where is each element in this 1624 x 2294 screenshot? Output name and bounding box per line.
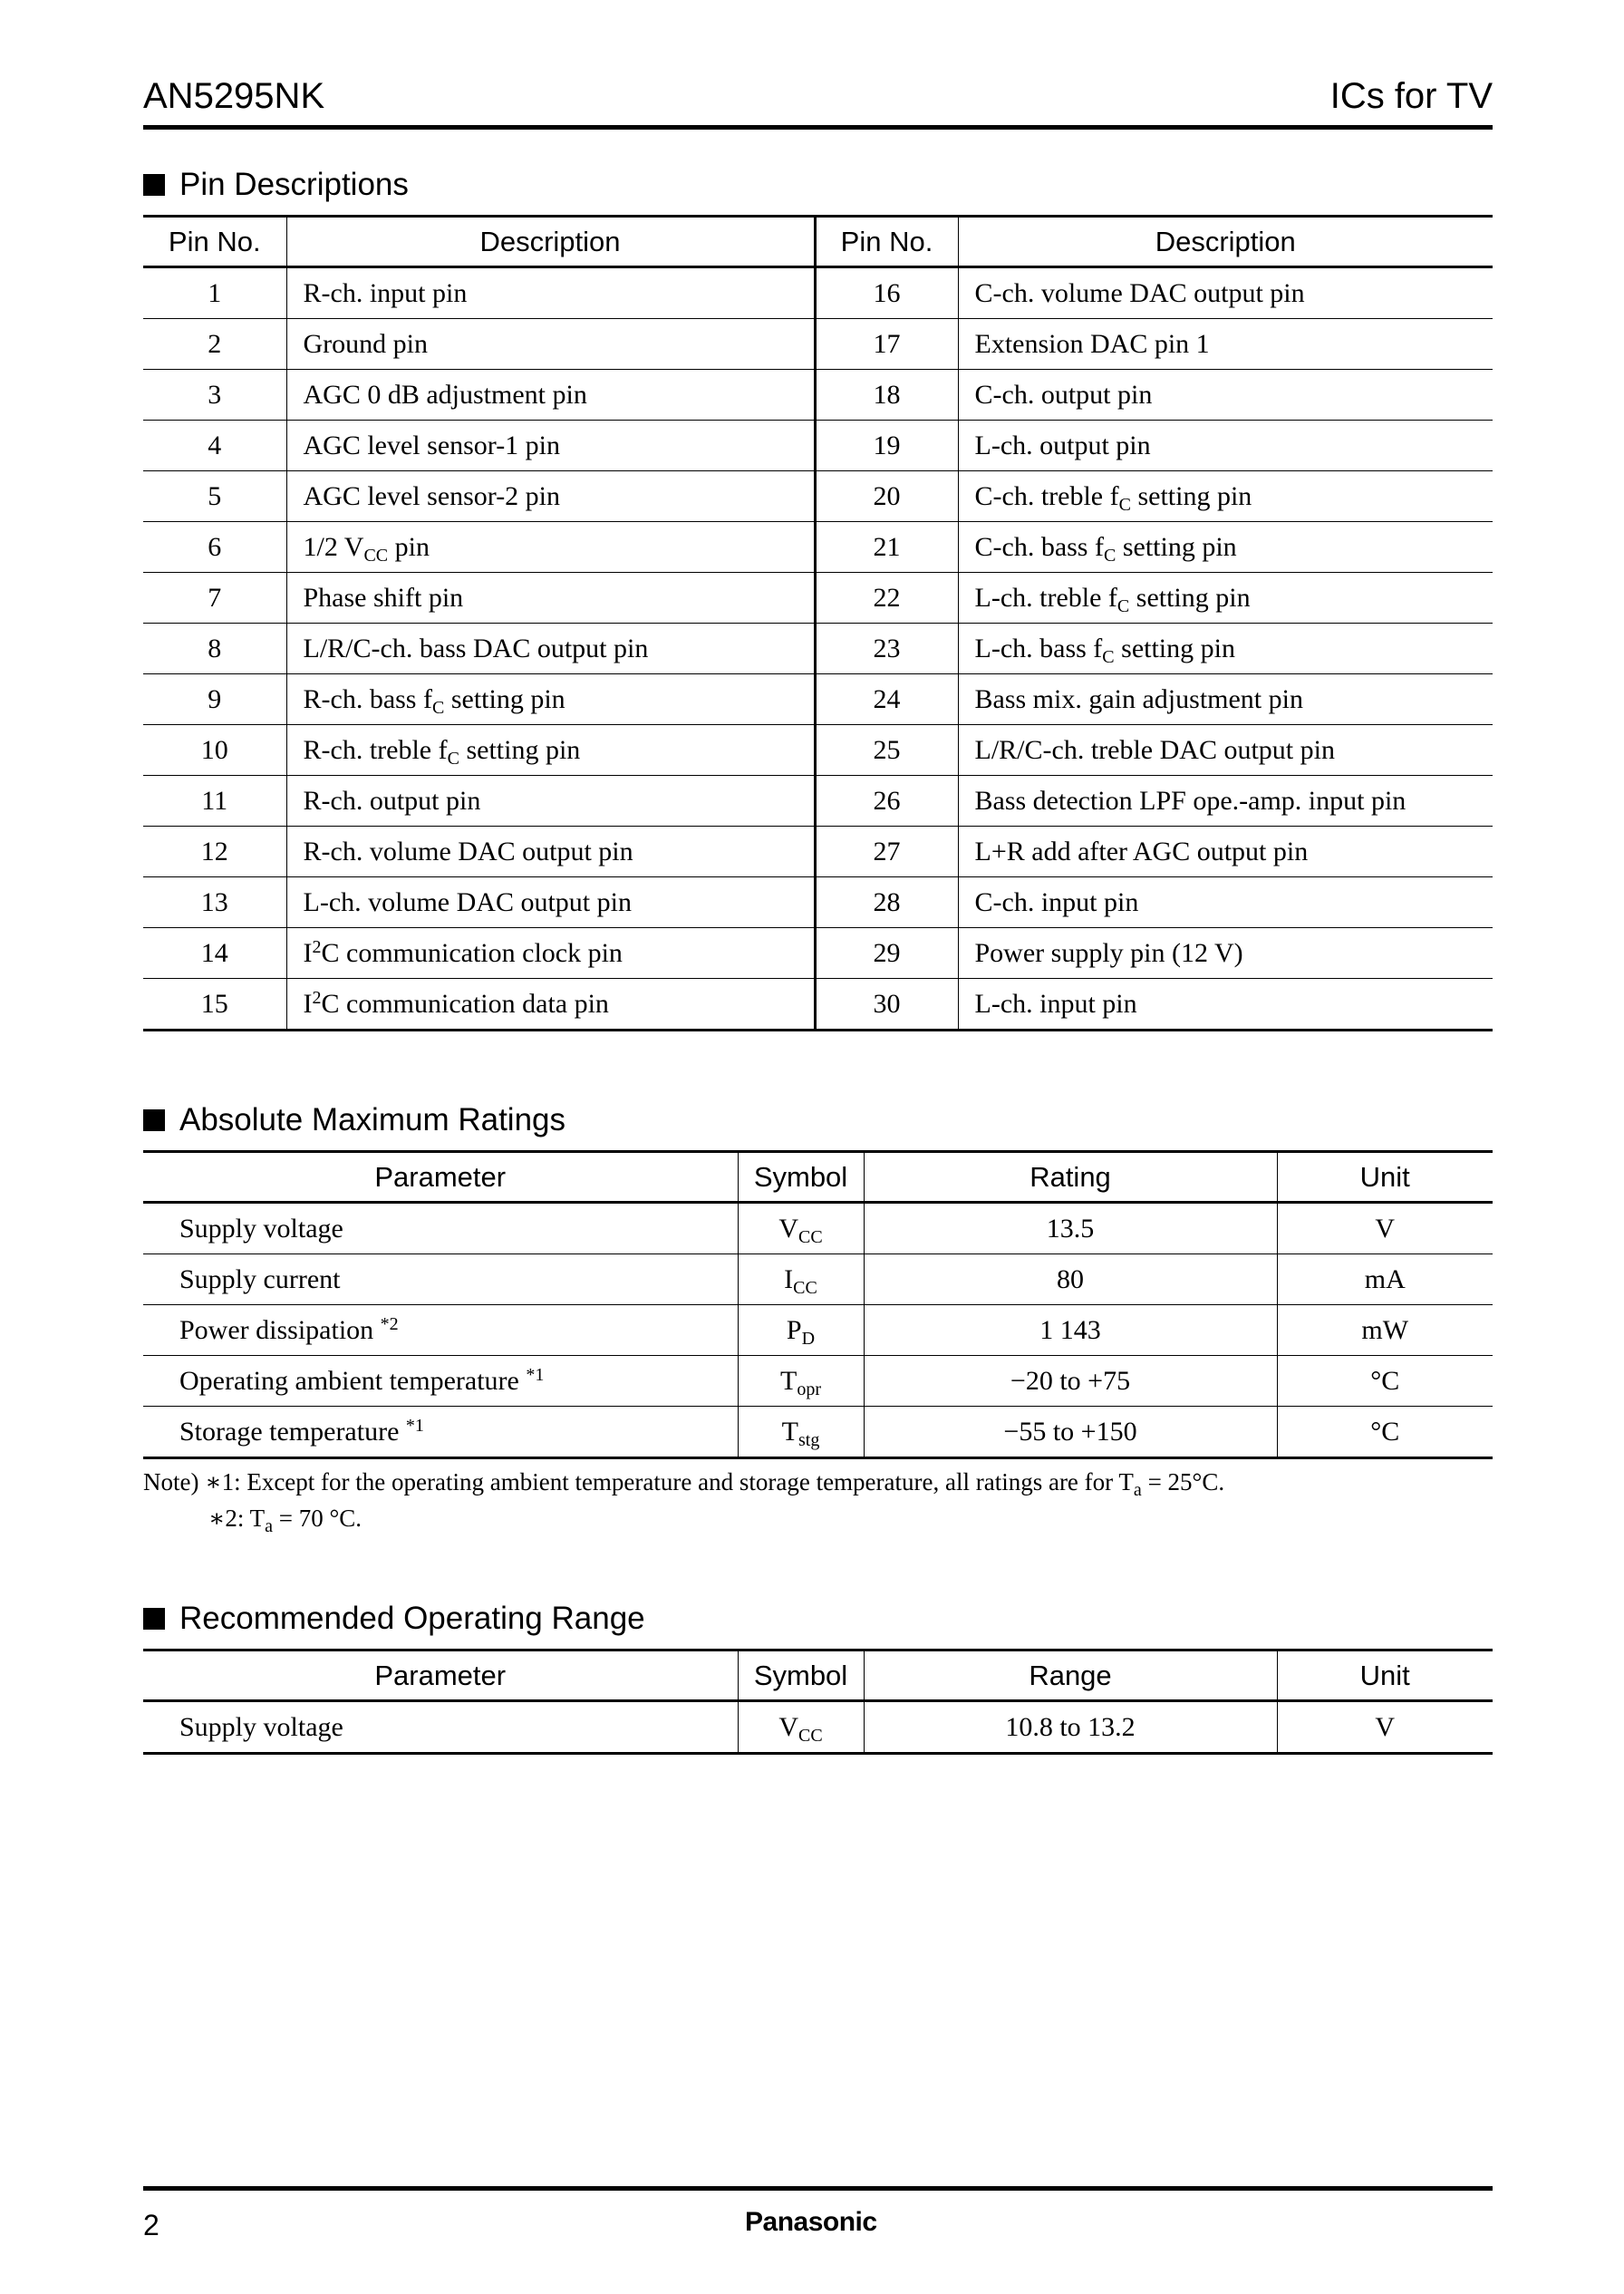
model-number: AN5295NK <box>143 76 325 116</box>
value-cell: −55 to +150 <box>864 1407 1277 1458</box>
pin-number: 1 <box>143 267 286 319</box>
pin-descriptions-table <box>143 215 1493 1031</box>
symbol-letter: I <box>784 1263 794 1294</box>
header-rule <box>143 125 1493 130</box>
pin-description: L/R/C-ch. bass DAC output pin <box>286 624 815 674</box>
symbol-subscript: stg <box>798 1429 820 1450</box>
symbol-cell <box>738 1407 864 1458</box>
pin-number: 22 <box>815 573 958 624</box>
pin-number: 6 <box>143 522 286 573</box>
pin-number: 28 <box>815 877 958 928</box>
unit-cell: mW <box>1277 1305 1493 1356</box>
unit-cell: °C <box>1277 1407 1493 1458</box>
table-row <box>143 370 1493 421</box>
parameter-name: Power dissipation <box>179 1314 374 1345</box>
table-header-row <box>143 1650 1493 1701</box>
symbol-cell <box>738 1701 864 1754</box>
ratings-note-2: ∗2: $T_a = 70$ °C. <box>208 1505 362 1536</box>
table-row <box>143 827 1493 877</box>
unit-cell: mA <box>1277 1254 1493 1305</box>
pin-description: R-ch. output pin <box>286 776 815 827</box>
pin-description: R-ch. volume DAC output pin <box>286 827 815 877</box>
table-row <box>143 979 1493 1031</box>
pin-number: 12 <box>143 827 286 877</box>
page-number: 2 <box>143 2209 160 2241</box>
panasonic-logo: Panasonic <box>745 2207 877 2237</box>
pin-description: L-ch. input pin <box>958 979 1493 1031</box>
pin-description: AGC 0 dB adjustment pin <box>286 370 815 421</box>
pin-description: C-ch. bass $f_C$ setting pin <box>958 522 1493 573</box>
parameter-cell <box>143 1701 738 1754</box>
parameter-cell <box>143 1305 738 1356</box>
column-header: Range <box>864 1650 1277 1701</box>
pin-number: 20 <box>815 471 958 522</box>
table-row <box>143 776 1493 827</box>
column-header: Description <box>286 217 815 267</box>
unit-cell: V <box>1277 1203 1493 1254</box>
table-row <box>143 421 1493 471</box>
pin-number: 14 <box>143 928 286 979</box>
symbol-cell <box>738 1203 864 1254</box>
table-row <box>143 1305 1493 1356</box>
table-row <box>143 471 1493 522</box>
pin-description: L-ch. output pin <box>958 421 1493 471</box>
column-header: Unit <box>1277 1152 1493 1203</box>
pin-description: C-ch. output pin <box>958 370 1493 421</box>
symbol-subscript: D <box>801 1328 816 1349</box>
symbol-letter: V <box>778 1213 798 1244</box>
table-row <box>143 319 1493 370</box>
table-row <box>143 522 1493 573</box>
pin-number: 30 <box>815 979 958 1031</box>
pin-description: 1/2 $V_{CC}$ pin <box>286 522 815 573</box>
pin-number: 23 <box>815 624 958 674</box>
absolute-maximum-ratings-table <box>143 1150 1493 1459</box>
column-header: Symbol <box>738 1152 864 1203</box>
table-row <box>143 1203 1493 1254</box>
pin-description: Phase shift pin <box>286 573 815 624</box>
pin-description: R-ch. input pin <box>286 267 815 319</box>
pin-description: Extension DAC pin 1 <box>958 319 1493 370</box>
parameter-cell <box>143 1356 738 1407</box>
table-row <box>143 573 1493 624</box>
table-row <box>143 1356 1493 1407</box>
pin-number: 2 <box>143 319 286 370</box>
table-row <box>143 1407 1493 1458</box>
section-title-absolute-maximum-ratings: Absolute Maximum Ratings <box>143 1102 566 1138</box>
parameter-name: Supply voltage <box>179 1711 343 1742</box>
bullet-square-icon <box>143 1608 165 1630</box>
pin-number: 10 <box>143 725 286 776</box>
table-row <box>143 624 1493 674</box>
category-label: ICs for TV <box>1329 76 1493 116</box>
table-row <box>143 267 1493 319</box>
pin-number: 21 <box>815 522 958 573</box>
pin-description: AGC level sensor-1 pin <box>286 421 815 471</box>
pin-number: 24 <box>815 674 958 725</box>
pin-description: Bass detection LPF ope.-amp. input pin <box>958 776 1493 827</box>
pin-number: 8 <box>143 624 286 674</box>
symbol-cell <box>738 1356 864 1407</box>
parameter-name: Operating ambient temperature <box>179 1365 519 1396</box>
pin-description: L-ch. volume DAC output pin <box>286 877 815 928</box>
pin-number: 16 <box>815 267 958 319</box>
pin-description: L-ch. bass $f_C$ setting pin <box>958 624 1493 674</box>
column-header: Parameter <box>143 1152 738 1203</box>
pin-description: Ground pin <box>286 319 815 370</box>
symbol-subscript: CC <box>793 1277 817 1298</box>
column-header: Parameter <box>143 1650 738 1701</box>
symbol-letter: T <box>780 1365 798 1396</box>
pin-number: 5 <box>143 471 286 522</box>
footnote-marker: *1 <box>526 1364 545 1385</box>
pin-description: L/R/C-ch. treble DAC output pin <box>958 725 1493 776</box>
table-row <box>143 928 1493 979</box>
symbol-subscript: CC <box>798 1226 823 1247</box>
bullet-square-icon <box>143 1109 165 1131</box>
pin-number: 7 <box>143 573 286 624</box>
page-header <box>143 71 1493 125</box>
bullet-square-icon <box>143 174 165 196</box>
symbol-letter: V <box>778 1711 798 1742</box>
pin-number: 3 <box>143 370 286 421</box>
pin-description: C-ch. treble $f_C$ setting pin <box>958 471 1493 522</box>
pin-number: 19 <box>815 421 958 471</box>
symbol-cell <box>738 1305 864 1356</box>
pin-number: 13 <box>143 877 286 928</box>
footnote-marker: *1 <box>405 1415 424 1436</box>
parameter-cell <box>143 1254 738 1305</box>
value-cell: 80 <box>864 1254 1277 1305</box>
pin-number: 9 <box>143 674 286 725</box>
column-header: Pin No. <box>815 217 958 267</box>
pin-number: 26 <box>815 776 958 827</box>
table-header-row <box>143 1152 1493 1203</box>
pin-description: Bass mix. gain adjustment pin <box>958 674 1493 725</box>
symbol-subscript: CC <box>798 1725 823 1746</box>
symbol-cell <box>738 1254 864 1305</box>
unit-cell: V <box>1277 1701 1493 1754</box>
pin-number: 27 <box>815 827 958 877</box>
table-row <box>143 674 1493 725</box>
column-header: Unit <box>1277 1650 1493 1701</box>
symbol-subscript: opr <box>797 1379 821 1399</box>
recommended-operating-range-table <box>143 1649 1493 1755</box>
value-cell: 13.5 <box>864 1203 1277 1254</box>
unit-cell: °C <box>1277 1356 1493 1407</box>
table-header-row <box>143 217 1493 267</box>
pin-description: C-ch. input pin <box>958 877 1493 928</box>
pin-description: $I^2C$ communication data pin <box>286 979 815 1031</box>
pin-number: 25 <box>815 725 958 776</box>
pin-number: 18 <box>815 370 958 421</box>
parameter-cell <box>143 1203 738 1254</box>
value-cell: −20 to +75 <box>864 1356 1277 1407</box>
section-title-pin-descriptions: Pin Descriptions <box>143 167 409 203</box>
column-header: Pin No. <box>143 217 286 267</box>
pin-description: R-ch. bass $f_C$ setting pin <box>286 674 815 725</box>
value-cell: 10.8 to 13.2 <box>864 1701 1277 1754</box>
pin-number: 15 <box>143 979 286 1031</box>
section-title-recommended-operating-range: Recommended Operating Range <box>143 1601 645 1637</box>
ratings-note-1: Note) ∗1: Except for the operating ambient temperature and storage temperature, all ratings are for $T_a = 25^\circ C$. <box>143 1468 1225 1500</box>
column-header: Rating <box>864 1152 1277 1203</box>
pin-description: R-ch. treble $f_C$ setting pin <box>286 725 815 776</box>
pin-number: 4 <box>143 421 286 471</box>
parameter-name: Storage temperature <box>179 1416 400 1447</box>
parameter-name: Supply current <box>179 1263 341 1294</box>
parameter-cell <box>143 1407 738 1458</box>
pin-description: C-ch. volume DAC output pin <box>958 267 1493 319</box>
pin-description: Power supply pin (12 V) <box>958 928 1493 979</box>
pin-description: L-ch. treble $f_C$ setting pin <box>958 573 1493 624</box>
table-row <box>143 1254 1493 1305</box>
table-row <box>143 1701 1493 1754</box>
table-row <box>143 877 1493 928</box>
parameter-name: Supply voltage <box>179 1213 343 1244</box>
pin-number: 17 <box>815 319 958 370</box>
footnote-marker: *2 <box>380 1313 399 1334</box>
pin-description: L+R add after AGC output pin <box>958 827 1493 877</box>
symbol-letter: P <box>786 1314 802 1345</box>
pin-number: 29 <box>815 928 958 979</box>
pin-description: AGC level sensor-2 pin <box>286 471 815 522</box>
column-header: Symbol <box>738 1650 864 1701</box>
pin-number: 11 <box>143 776 286 827</box>
column-header: Description <box>958 217 1493 267</box>
symbol-letter: T <box>781 1416 798 1447</box>
table-row <box>143 725 1493 776</box>
value-cell: 1 143 <box>864 1305 1277 1356</box>
pin-description: $I^2C$ communication clock pin <box>286 928 815 979</box>
footer-rule <box>143 2186 1493 2191</box>
